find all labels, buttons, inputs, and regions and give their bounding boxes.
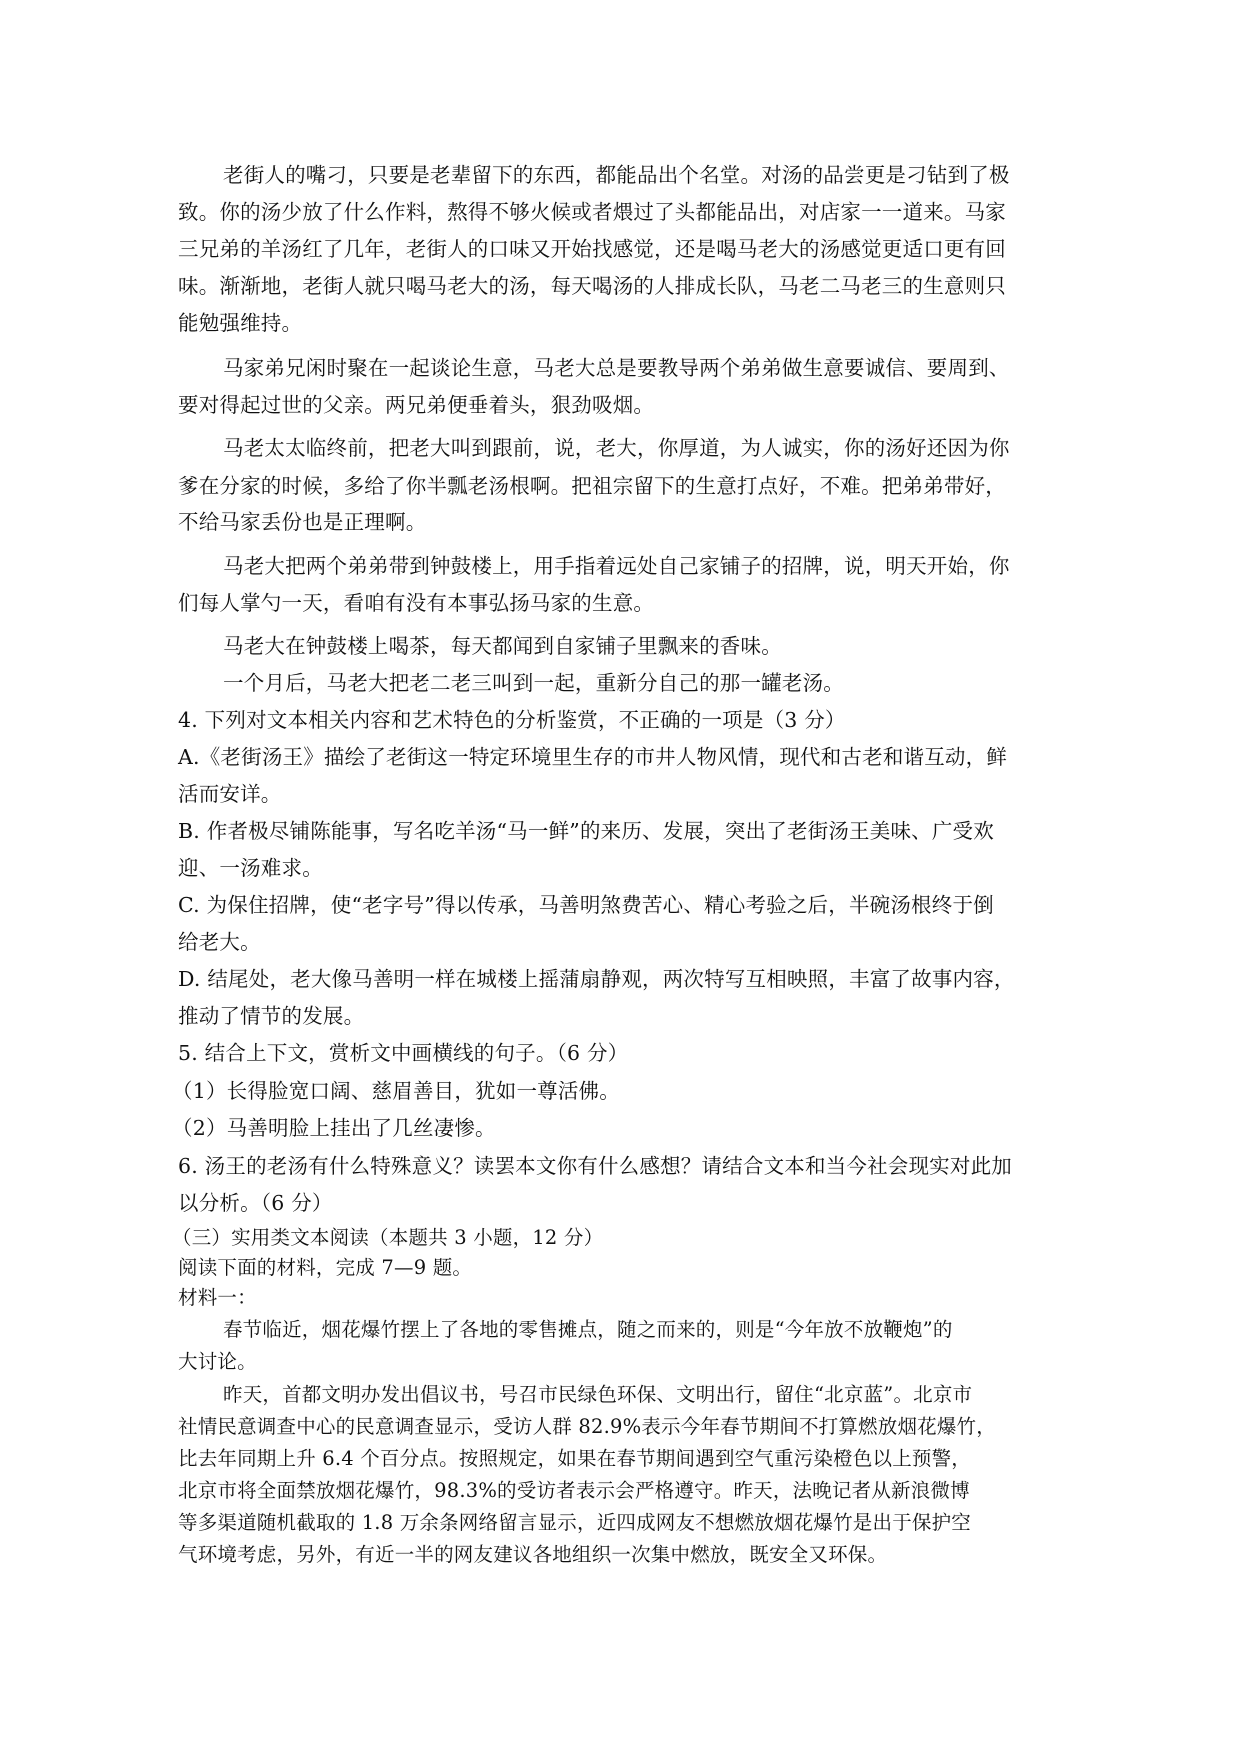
material-text-line: 社情民意调查中心的民意调查显示，受访人群 82.9%表示今年春节期间不打算燃放烟花爆竹， — [178, 1415, 996, 1438]
material-text-line: 北京市将全面禁放烟花爆竹，98.3%的受访者表示会严格遵守。昨天，法晚记者从新浪微博 — [178, 1479, 970, 1502]
option-a-cont: 活而安详。 — [178, 782, 282, 806]
text-line: 老街人的嘴刁，只要是老辈留下的东西，都能品出个名堂。对汤的品尝更是刁钻到了极 — [223, 163, 1010, 187]
text-line: 马家弟兄闲时聚在一起谈论生意，马老大总是要教导两个弟弟做生意要诚信、要周到、 — [223, 356, 1010, 380]
text-line: 能勉强维持。 — [178, 311, 303, 335]
option-c: C. 为保住招牌，使“老字号”得以传承，马善明煞费苦心、精心考验之后，半碗汤根终于倒 — [178, 893, 994, 917]
question-stem: 4. 下列对文本相关内容和艺术特色的分析鉴赏，不正确的一项是（3 分） — [178, 708, 846, 732]
text-line: 们每人掌勺一天，看咱有没有本事弘扬马家的生意。 — [178, 591, 655, 615]
text-line: 致。你的汤少放了什么作料，熬得不够火候或者煨过了头都能品出，对店家一一道来。马家 — [178, 200, 1006, 224]
option-a: A.《老街汤王》描绘了老街这一特定环境里生存的市井人物风情，现代和古老和谐互动，鲜 — [178, 745, 1008, 769]
option-d: D. 结尾处，老大像马善明一样在城楼上摇蒲扇静观，两次特写互相映照，丰富了故事内容， — [178, 967, 1015, 991]
material-label: 材料一： — [178, 1286, 257, 1309]
option-c-cont: 给老大。 — [178, 930, 261, 954]
material-text-line: 春节临近，烟花爆竹摆上了各地的零售摊点，随之而来的，则是“今年放不放鞭炮”的 — [223, 1318, 953, 1341]
story-paragraph-6: 一个月后，马老大把老二老三叫到一起，重新分自己的那一罐老汤。 — [223, 671, 844, 695]
material-text-line: 等多渠道随机截取的 1.8 万余条网络留言显示，近四成网友不想燃放烟花爆竹是出于保护空 — [178, 1511, 972, 1534]
section-heading: （三）实用类文本阅读（本题共 3 小题，12 分） — [172, 1226, 604, 1249]
option-b-cont: 迎、一汤难求。 — [178, 856, 323, 880]
text-line: 要对得起过世的父亲。两兄弟便垂着头，狠劲吸烟。 — [178, 393, 655, 417]
material-text-line: 气环境考虑，另外，有近一半的网友建议各地组织一次集中燃放，既安全又环保。 — [178, 1543, 888, 1566]
option-b: B. 作者极尽铺陈能事，写名吃羊汤“马一鲜”的来历、发展，突出了老街汤王美味、广受欢 — [178, 819, 994, 843]
sub-question-2: （2）马善明脸上挂出了几丝凄惨。 — [172, 1116, 496, 1140]
question-stem-cont: 以分析。（6 分） — [178, 1191, 333, 1215]
question-stem: 5. 结合上下文，赏析文中画横线的句子。（6 分） — [178, 1041, 629, 1065]
option-d-cont: 推动了情节的发展。 — [178, 1004, 365, 1028]
text-line: 马老太太临终前，把老大叫到跟前，说，老大，你厚道，为人诚实，你的汤好还因为你 — [223, 436, 1010, 460]
section-instruction: 阅读下面的材料，完成 7—9 题。 — [178, 1256, 473, 1279]
text-line: 味。渐渐地，老街人就只喝马老大的汤，每天喝汤的人排成长队，马老二马老三的生意则只 — [178, 274, 1006, 298]
material-text-line: 大讨论。 — [178, 1350, 257, 1373]
text-line: 爹在分家的时候，多给了你半瓢老汤根啊。把祖宗留下的生意打点好，不难。把弟弟带好， — [178, 474, 1006, 498]
text-line: 不给马家丢份也是正理啊。 — [178, 510, 427, 534]
text-line: 三兄弟的羊汤红了几年，老街人的口味又开始找感觉，还是喝马老大的汤感觉更适口更有回 — [178, 237, 1006, 261]
text-line: 马老大把两个弟弟带到钟鼓楼上，用手指着远处自己家铺子的招牌，说，明天开始，你 — [223, 554, 1010, 578]
material-text-line: 昨天，首都文明办发出倡议书，号召市民绿色环保、文明出行，留住“北京蓝”。北京市 — [223, 1383, 973, 1406]
material-text-line: 比去年同期上升 6.4 个百分点。按照规定，如果在春节期间遇到空气重污染橙色以上预警， — [178, 1447, 972, 1470]
question-stem: 6. 汤王的老汤有什么特殊意义？读罢本文你有什么感想？请结合文本和当今社会现实对此加 — [178, 1154, 1012, 1178]
sub-question-1: （1）长得脸宽口阔、慈眉善目，犹如一尊活佛。 — [172, 1079, 620, 1103]
story-paragraph-5: 马老大在钟鼓楼上喝茶，每天都闻到自家铺子里飘来的香味。 — [223, 634, 782, 658]
